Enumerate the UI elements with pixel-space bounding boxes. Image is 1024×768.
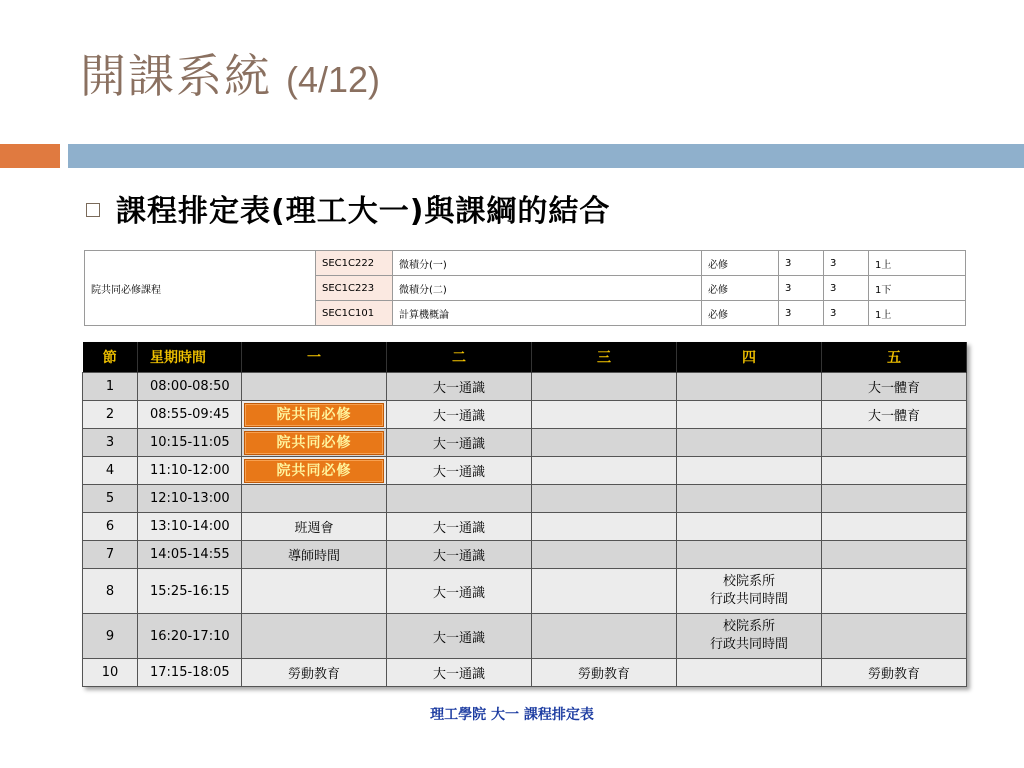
schedule-cell-mon [242, 373, 387, 401]
course-credit: 3 [779, 301, 824, 326]
accent-bar-orange [0, 144, 60, 168]
schedule-cell-tue: 大一通識 [387, 569, 532, 614]
schedule-cell-thu [677, 513, 822, 541]
course-credit: 3 [779, 251, 824, 276]
title-page-number: (4/12) [286, 59, 381, 100]
schedule-header-cell: 二 [387, 342, 532, 373]
schedule-cell-mon: 勞動教育 [242, 659, 387, 687]
period-cell: 7 [83, 541, 138, 569]
course-name: 計算機概論 [393, 301, 702, 326]
schedule-cell-mon: 班週會 [242, 513, 387, 541]
schedule-cell-tue: 大一通識 [387, 373, 532, 401]
schedule-row [83, 614, 967, 659]
schedule-row [83, 401, 967, 429]
required-course-tag: 院共同必修 [244, 459, 384, 483]
schedule-cell-wed: 勞動教育 [532, 659, 677, 687]
course-code: SEC1C101 [316, 301, 393, 326]
course-code: SEC1C223 [316, 276, 393, 301]
required-course-tag: 院共同必修 [244, 431, 384, 455]
accent-bar-blue [68, 144, 1024, 168]
cell-multiline-text: 校院系所 行政共同時間 [709, 619, 788, 652]
period-cell: 6 [83, 513, 138, 541]
schedule-cell-thu [677, 373, 822, 401]
schedule-header-cell: 三 [532, 342, 677, 373]
course-type: 必修 [702, 301, 779, 326]
schedule-header-cell: 五 [822, 342, 967, 373]
course-row [85, 251, 966, 276]
course-hours: 3 [824, 301, 869, 326]
schedule-row [83, 659, 967, 687]
schedule-cell-tue [387, 485, 532, 513]
course-table [84, 250, 966, 326]
schedule-cell-tue: 大一通識 [387, 659, 532, 687]
schedule-cell-mon [242, 614, 387, 659]
schedule-cell-tue: 大一通識 [387, 429, 532, 457]
schedule-cell-wed [532, 485, 677, 513]
time-cell: 08:00-08:50 [138, 373, 242, 401]
schedule-cell-mon [242, 569, 387, 614]
schedule-cell-tue: 大一通識 [387, 401, 532, 429]
schedule-cell-mon [242, 457, 387, 485]
schedule-cell-fri [822, 513, 967, 541]
course-hours: 3 [824, 276, 869, 301]
schedule-cell-tue: 大一通識 [387, 614, 532, 659]
course-term: 1上 [869, 251, 966, 276]
period-cell: 1 [83, 373, 138, 401]
schedule-cell-wed [532, 429, 677, 457]
schedule-cell-fri: 大一體育 [822, 401, 967, 429]
table-caption: 理工學院 大一 課程排定表 [430, 707, 594, 723]
schedule-cell-mon [242, 429, 387, 457]
course-name: 微積分(二) [393, 276, 702, 301]
bullet-row [86, 186, 610, 230]
schedule-cell-fri [822, 614, 967, 659]
slide-title [80, 40, 380, 116]
schedule-cell-mon [242, 485, 387, 513]
schedule-cell-wed [532, 373, 677, 401]
course-term: 1上 [869, 301, 966, 326]
period-cell: 5 [83, 485, 138, 513]
time-cell: 12:10-13:00 [138, 485, 242, 513]
schedule-row [83, 429, 967, 457]
schedule-row [83, 541, 967, 569]
time-cell: 10:15-11:05 [138, 429, 242, 457]
schedule-cell-wed [532, 401, 677, 429]
schedule-cell-fri [822, 457, 967, 485]
time-cell: 13:10-14:00 [138, 513, 242, 541]
period-cell: 8 [83, 569, 138, 614]
time-cell: 17:15-18:05 [138, 659, 242, 687]
time-cell: 11:10-12:00 [138, 457, 242, 485]
course-code: SEC1C222 [316, 251, 393, 276]
course-hours: 3 [824, 251, 869, 276]
time-cell: 16:20-17:10 [138, 614, 242, 659]
schedule-cell-thu [677, 457, 822, 485]
time-cell: 08:55-09:45 [138, 401, 242, 429]
time-cell: 15:25-16:15 [138, 569, 242, 614]
schedule-cell-fri [822, 485, 967, 513]
schedule-cell-mon [242, 401, 387, 429]
course-term: 1下 [869, 276, 966, 301]
schedule-header-cell: 一 [242, 342, 387, 373]
schedule-cell-tue: 大一通識 [387, 513, 532, 541]
required-course-tag: 院共同必修 [244, 403, 384, 427]
schedule-row [83, 513, 967, 541]
schedule-header-cell: 節 [83, 342, 138, 373]
schedule-cell-fri [822, 541, 967, 569]
schedule-cell-thu [677, 541, 822, 569]
square-bullet-icon [86, 203, 100, 217]
schedule-cell-tue: 大一通識 [387, 541, 532, 569]
schedule-cell-thu [677, 429, 822, 457]
schedule-cell-wed [532, 513, 677, 541]
schedule-row [83, 485, 967, 513]
schedule-cell-wed [532, 541, 677, 569]
bullet-text: 課程排定表(理工大一)與課綱的結合 [116, 194, 611, 229]
schedule-cell-thu [677, 401, 822, 429]
period-cell: 3 [83, 429, 138, 457]
course-credit: 3 [779, 276, 824, 301]
schedule-cell-fri [822, 429, 967, 457]
schedule-header-cell: 四 [677, 342, 822, 373]
schedule-cell-fri: 大一體育 [822, 373, 967, 401]
schedule-cell-fri: 勞動教育 [822, 659, 967, 687]
schedule-cell-thu [677, 569, 822, 614]
schedule-cell-thu [677, 485, 822, 513]
schedule-cell-fri [822, 569, 967, 614]
schedule-cell-mon: 導師時間 [242, 541, 387, 569]
schedule-cell-wed [532, 569, 677, 614]
schedule-cell-wed [532, 614, 677, 659]
period-cell: 4 [83, 457, 138, 485]
schedule-row [83, 569, 967, 614]
schedule-cell-thu [677, 659, 822, 687]
time-cell: 14:05-14:55 [138, 541, 242, 569]
course-name: 微積分(一) [393, 251, 702, 276]
schedule-header-cell: 星期時間 [138, 342, 242, 373]
title-main: 開課系統 [80, 49, 272, 103]
course-group-label: 院共同必修課程 [85, 251, 316, 326]
course-type: 必修 [702, 276, 779, 301]
schedule-row [83, 373, 967, 401]
schedule-table [82, 342, 967, 687]
schedule-row [83, 457, 967, 485]
schedule-cell-tue: 大一通識 [387, 457, 532, 485]
schedule-header-row [83, 342, 967, 373]
course-type: 必修 [702, 251, 779, 276]
cell-multiline-text: 校院系所 行政共同時間 [709, 574, 788, 607]
schedule-table-wrapper [82, 342, 967, 687]
schedule-cell-thu [677, 614, 822, 659]
period-cell: 2 [83, 401, 138, 429]
schedule-cell-wed [532, 457, 677, 485]
period-cell: 9 [83, 614, 138, 659]
period-cell: 10 [83, 659, 138, 687]
